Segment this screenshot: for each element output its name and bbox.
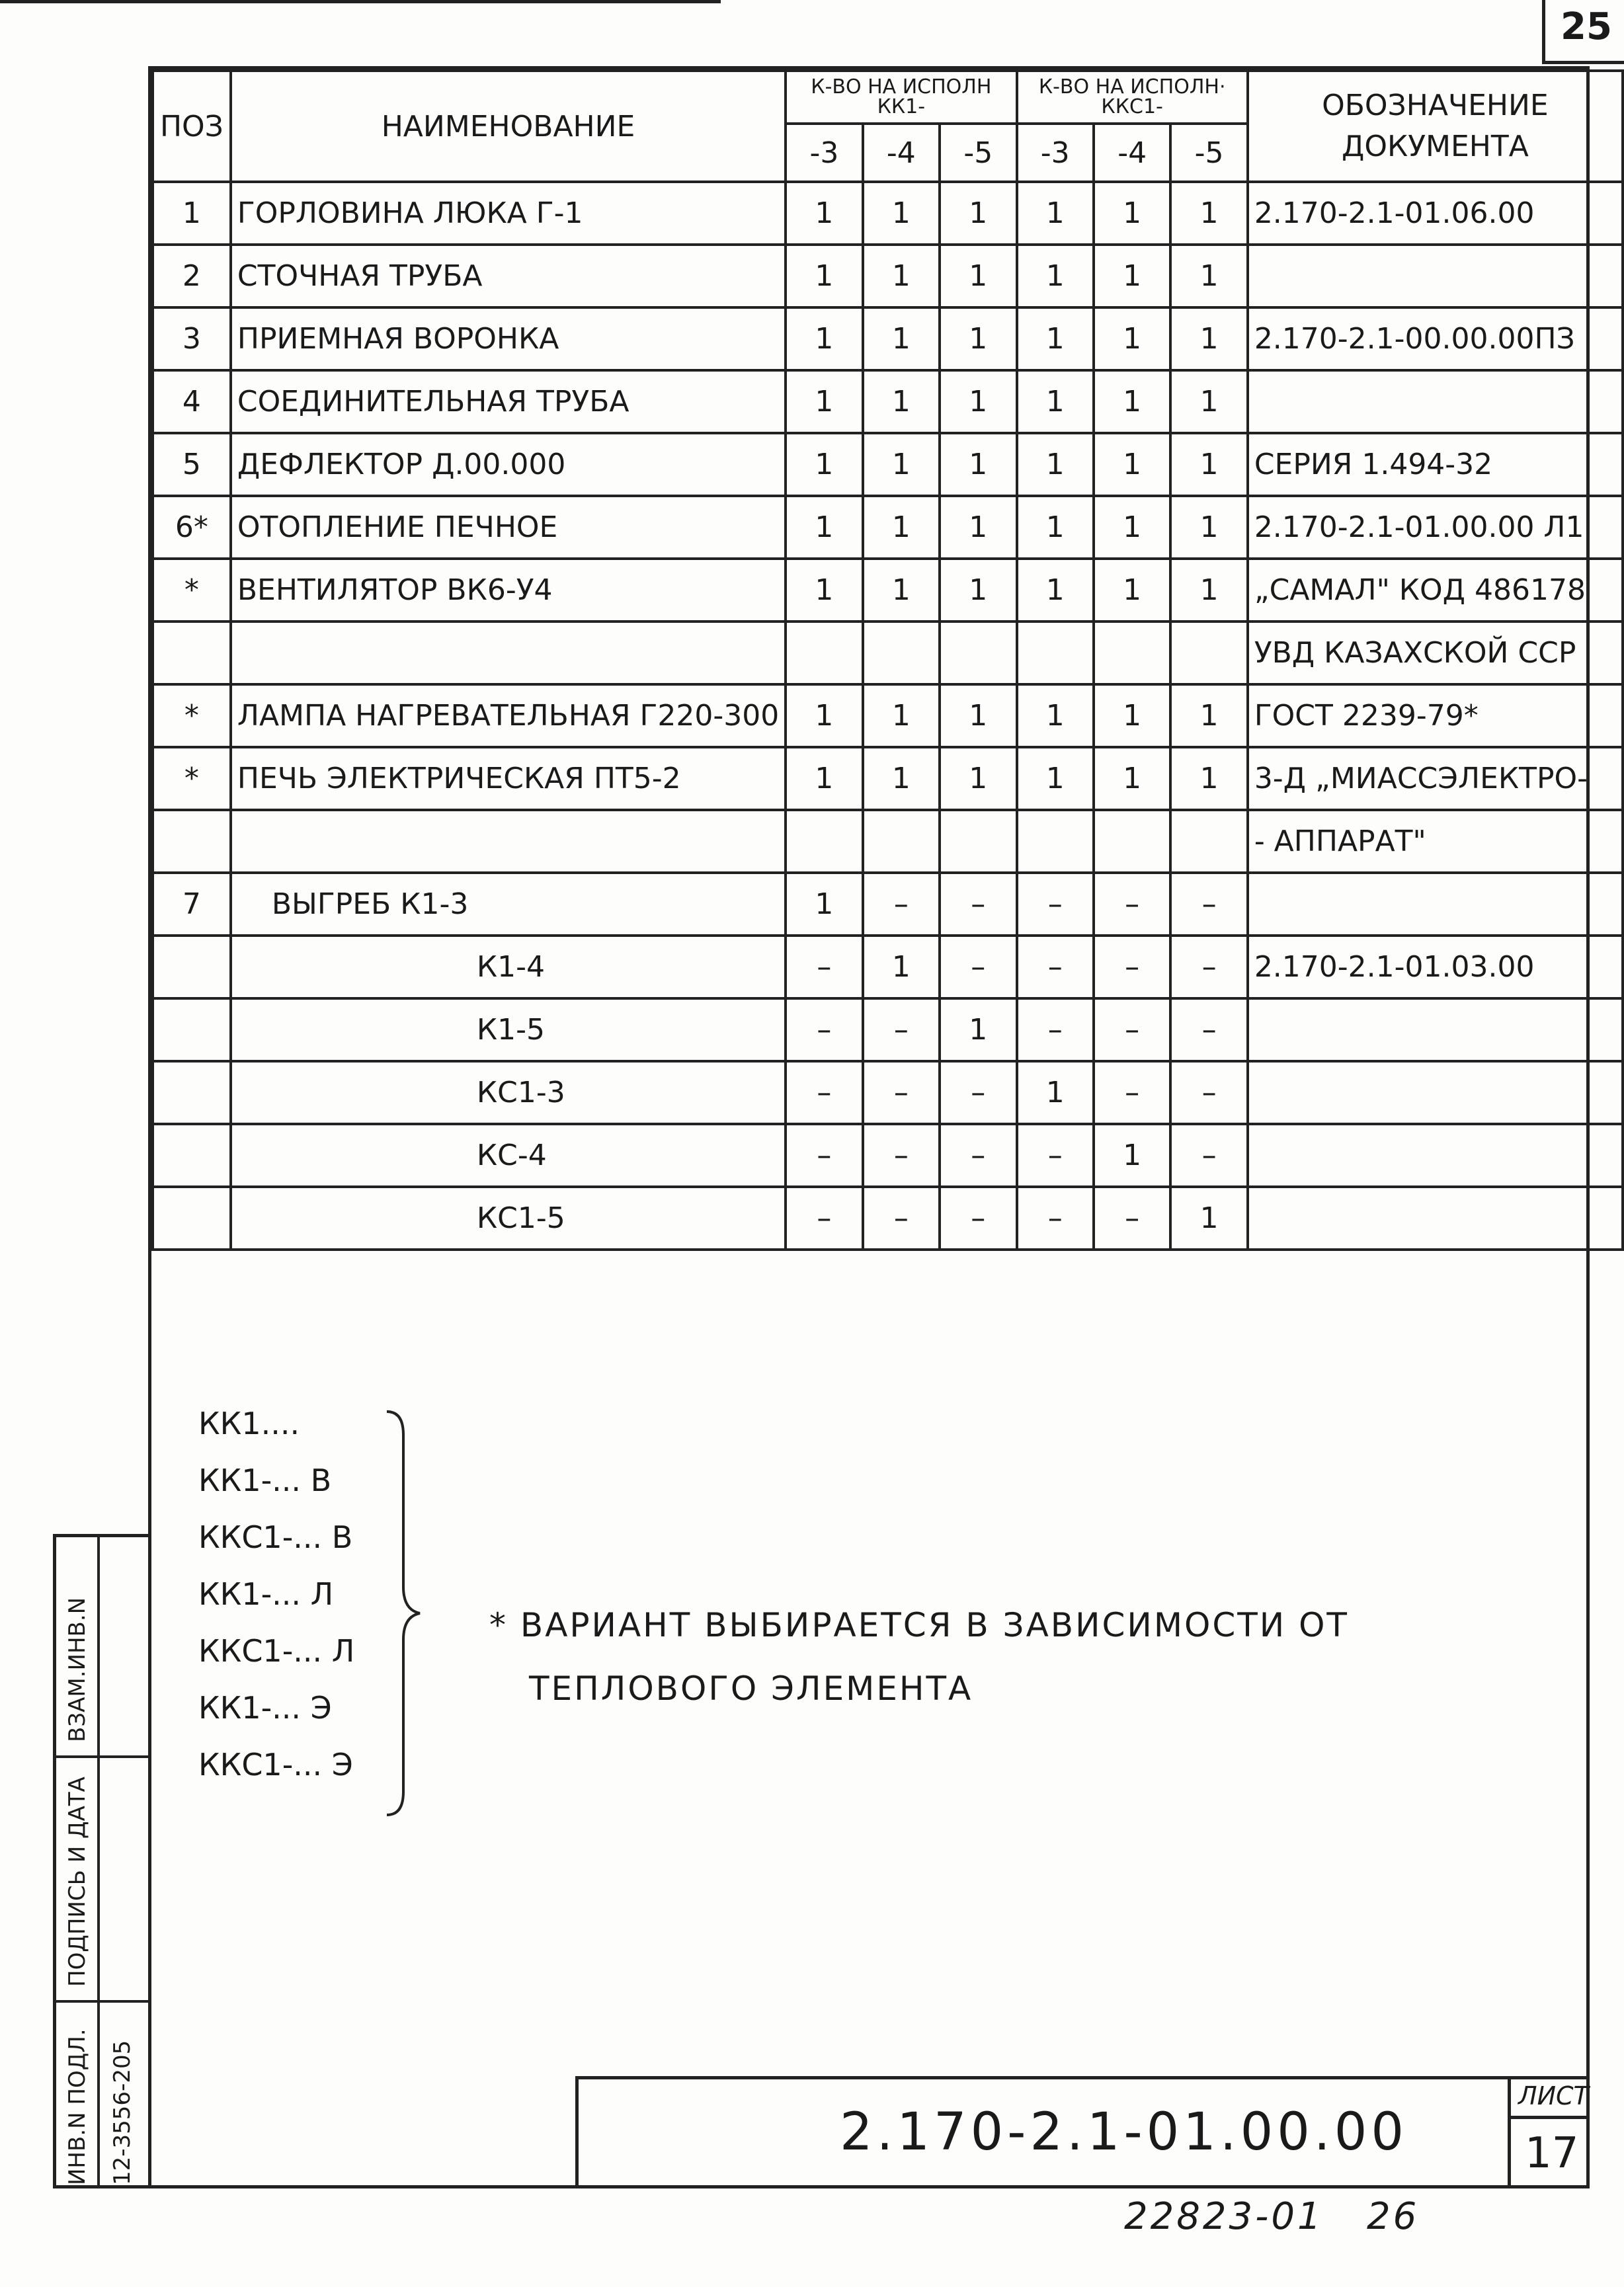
cell-quantity: 1	[940, 245, 1016, 307]
cell-document	[1248, 1187, 1623, 1250]
cell-quantity: –	[940, 1187, 1016, 1250]
cell-name: КС1-3	[231, 1061, 786, 1124]
cell-quantity: 1	[786, 559, 862, 622]
cell-quantity: –	[786, 998, 862, 1061]
cell-quantity	[786, 622, 862, 684]
cell-quantity: 1	[940, 998, 1016, 1061]
approval-stamp-strip	[53, 1534, 148, 2188]
cell-quantity: –	[863, 873, 940, 936]
cell-quantity: 1	[940, 684, 1016, 747]
cell-quantity	[1017, 810, 1094, 873]
table-row	[153, 622, 1623, 684]
cell-pos: 2	[153, 245, 231, 307]
table-row	[153, 684, 1623, 747]
cell-document: ГОСТ 2239-79*	[1248, 684, 1623, 747]
cell-quantity: 1	[786, 307, 862, 370]
cell-document: 2.170-2.1-01.03.00	[1248, 936, 1623, 998]
cell-pos: 3	[153, 307, 231, 370]
cell-document: СЕРИЯ 1.494-32	[1248, 433, 1623, 496]
table-row	[153, 307, 1623, 370]
corner-border	[1542, 61, 1624, 64]
table-row	[153, 747, 1623, 810]
cell-quantity: 1	[1094, 182, 1170, 245]
cell-document: - АППАРАТ"	[1248, 810, 1623, 873]
cell-document: „САМАЛ" КОД 486178	[1248, 559, 1623, 622]
cell-quantity: –	[1094, 873, 1170, 936]
variant-item: КК1-... Э	[198, 1690, 332, 1726]
cell-name: К1-5	[231, 998, 786, 1061]
cell-pos	[153, 622, 231, 684]
cell-document: УВД КАЗАХСКОЙ ССР	[1248, 622, 1623, 684]
cell-quantity: 1	[1017, 747, 1094, 810]
cell-document	[1248, 873, 1623, 936]
cell-name	[231, 622, 786, 684]
cell-quantity: –	[786, 1124, 862, 1187]
cell-quantity	[940, 622, 1016, 684]
cell-pos: 4	[153, 370, 231, 433]
table-row	[153, 433, 1623, 496]
table-row	[153, 370, 1623, 433]
cell-quantity: 1	[940, 370, 1016, 433]
cell-quantity: –	[1017, 1124, 1094, 1187]
cell-name: ПРИЕМНАЯ ВОРОНКА	[231, 307, 786, 370]
variant-item: ККС1-... В	[198, 1519, 353, 1555]
stamp-vzam-label: ВЗАМ.ИНВ.N	[64, 1597, 91, 1742]
variant-item: КК1-... Л	[198, 1576, 334, 1612]
cell-quantity: 1	[786, 245, 862, 307]
table-row	[153, 496, 1623, 559]
specification-table	[151, 69, 1624, 1251]
top-edge-line	[0, 0, 721, 3]
cell-quantity: 1	[1017, 496, 1094, 559]
cell-document: 2.170-2.1-01.06.00	[1248, 182, 1623, 245]
header-sub: -5	[1170, 124, 1247, 182]
cell-quantity: 1	[1094, 747, 1170, 810]
cell-quantity: 1	[863, 370, 940, 433]
header-doc: ОБОЗНАЧЕНИЕ ДОКУМЕНТА	[1248, 71, 1623, 182]
cell-quantity: –	[786, 936, 862, 998]
cell-quantity: 1	[940, 747, 1016, 810]
header-pos: ПОЗ	[153, 71, 231, 182]
cell-quantity: 1	[863, 182, 940, 245]
cell-document: 2.170-2.1-00.00.00ПЗ	[1248, 307, 1623, 370]
document-code: 2.170-2.1-01.00.00	[840, 2103, 1408, 2162]
cell-quantity: 1	[1094, 684, 1170, 747]
cell-document	[1248, 998, 1623, 1061]
cell-quantity: 1	[1094, 370, 1170, 433]
variant-item: КК1....	[198, 1406, 300, 1441]
cell-quantity: 1	[1017, 370, 1094, 433]
cell-quantity: 1	[786, 747, 862, 810]
cell-quantity: –	[1170, 998, 1247, 1061]
cell-quantity: 1	[863, 307, 940, 370]
cell-quantity: 1	[863, 684, 940, 747]
cell-quantity: –	[1170, 936, 1247, 998]
cell-quantity: –	[863, 1124, 940, 1187]
cell-document	[1248, 370, 1623, 433]
cell-name: ВЫГРЕБ К1-3	[231, 873, 786, 936]
cell-quantity: –	[786, 1187, 862, 1250]
cell-pos: 5	[153, 433, 231, 496]
cell-quantity: 1	[1170, 496, 1247, 559]
cell-quantity: 1	[786, 182, 862, 245]
cell-quantity: 1	[1094, 433, 1170, 496]
cell-quantity: 1	[940, 307, 1016, 370]
cell-quantity: 1	[863, 559, 940, 622]
header-sub: -5	[940, 124, 1016, 182]
sheet-label: ЛИСТ	[1518, 2081, 1589, 2110]
variant-list	[198, 1395, 354, 1793]
header-sub: -3	[1017, 124, 1094, 182]
stamp-divider	[56, 2000, 148, 2003]
cell-quantity: –	[1170, 1061, 1247, 1124]
cell-name: ЛАМПА НАГРЕВАТЕЛЬНАЯ Г220-300	[231, 684, 786, 747]
sheet-box-divider	[1511, 2116, 1590, 2119]
cell-quantity: 1	[786, 433, 862, 496]
cell-quantity: 1	[1170, 182, 1247, 245]
cell-quantity: –	[1017, 873, 1094, 936]
cell-quantity	[1094, 622, 1170, 684]
cell-quantity: 1	[1094, 496, 1170, 559]
cell-name: ВЕНТИЛЯТОР ВК6-У4	[231, 559, 786, 622]
cell-quantity: –	[940, 1061, 1016, 1124]
cell-quantity: 1	[1017, 1061, 1094, 1124]
footnote-line: ТЕПЛОВОГО ЭЛЕМЕНТА	[529, 1669, 973, 1708]
page-number: 25	[1561, 5, 1612, 48]
cell-quantity: 1	[863, 496, 940, 559]
header-name: НАИМЕНОВАНИЕ	[231, 71, 786, 182]
cell-quantity: 1	[863, 747, 940, 810]
header-group-kk: К-ВО НА ИСПОЛН КК1-	[786, 71, 1016, 124]
footnote	[489, 1593, 1349, 1720]
cell-name: КС-4	[231, 1124, 786, 1187]
cell-document: 2.170-2.1-01.00.00 Л1	[1248, 496, 1623, 559]
table-row	[153, 873, 1623, 936]
cell-quantity: 1	[1170, 370, 1247, 433]
cell-name: К1-4	[231, 936, 786, 998]
header-group-kkc: К-ВО НА ИСПОЛН· ККС1-	[1017, 71, 1248, 124]
cell-quantity: 1	[1094, 559, 1170, 622]
stamp-signature-label: ПОДПИСЬ И ДАТА	[64, 1777, 91, 1987]
table-row	[153, 1061, 1623, 1124]
cell-pos: *	[153, 684, 231, 747]
cell-quantity: –	[786, 1061, 862, 1124]
cell-quantity: –	[863, 998, 940, 1061]
cell-pos	[153, 810, 231, 873]
cell-quantity	[863, 810, 940, 873]
cell-name: ГОРЛОВИНА ЛЮКА Г-1	[231, 182, 786, 245]
archive-number: 22823-01 26	[1124, 2195, 1420, 2238]
cell-quantity: 1	[940, 433, 1016, 496]
cell-quantity: –	[1094, 1061, 1170, 1124]
cell-quantity: –	[1017, 936, 1094, 998]
cell-quantity: –	[940, 936, 1016, 998]
cell-quantity: 1	[1017, 433, 1094, 496]
cell-quantity: 1	[1094, 1124, 1170, 1187]
cell-document	[1248, 1124, 1623, 1187]
cell-pos	[153, 1124, 231, 1187]
cell-quantity: 1	[1170, 559, 1247, 622]
table-row	[153, 1187, 1623, 1250]
cell-quantity: 1	[1094, 245, 1170, 307]
stamp-inv-number: 12-3556-205	[109, 2040, 136, 2185]
header-sub: -3	[786, 124, 862, 182]
cell-document: 3-Д „МИАССЭЛЕКТРО-	[1248, 747, 1623, 810]
cell-name: ПЕЧЬ ЭЛЕКТРИЧЕСКАЯ ПТ5-2	[231, 747, 786, 810]
table-row	[153, 245, 1623, 307]
cell-pos: 7	[153, 873, 231, 936]
cell-pos: 1	[153, 182, 231, 245]
cell-quantity: 1	[863, 245, 940, 307]
cell-quantity: –	[863, 1061, 940, 1124]
cell-quantity: 1	[940, 559, 1016, 622]
cell-pos	[153, 1187, 231, 1250]
cell-quantity: 1	[1017, 182, 1094, 245]
variant-item: ККС1-... Л	[198, 1633, 355, 1669]
cell-quantity: 1	[1017, 307, 1094, 370]
cell-name: ДЕФЛЕКТОР Д.00.000	[231, 433, 786, 496]
cell-quantity: –	[1017, 1187, 1094, 1250]
header-sub: -4	[1094, 124, 1170, 182]
cell-pos	[153, 1061, 231, 1124]
cell-pos	[153, 998, 231, 1061]
cell-quantity: –	[940, 873, 1016, 936]
cell-quantity: 1	[1170, 307, 1247, 370]
cell-quantity: –	[1094, 998, 1170, 1061]
table-row	[153, 1124, 1623, 1187]
stamp-divider	[56, 1755, 148, 1758]
cell-quantity: 1	[1170, 747, 1247, 810]
cell-quantity: –	[1017, 998, 1094, 1061]
cell-pos	[153, 936, 231, 998]
cell-quantity: –	[863, 1187, 940, 1250]
header-sub: -4	[863, 124, 940, 182]
cell-name	[231, 810, 786, 873]
table-row	[153, 998, 1623, 1061]
table-row	[153, 810, 1623, 873]
cell-pos: *	[153, 747, 231, 810]
table-row	[153, 182, 1623, 245]
cell-quantity: 1	[1170, 245, 1247, 307]
table-row	[153, 936, 1623, 998]
cell-quantity	[863, 622, 940, 684]
cell-quantity: 1	[786, 496, 862, 559]
cell-quantity: 1	[1170, 1187, 1247, 1250]
cell-quantity: 1	[1170, 433, 1247, 496]
sheet-number: 17	[1525, 2129, 1579, 2178]
cell-quantity	[1017, 622, 1094, 684]
brace-icon	[384, 1408, 423, 1818]
cell-quantity: 1	[786, 370, 862, 433]
cell-quantity	[1170, 810, 1247, 873]
cell-name: СОЕДИНИТЕЛЬНАЯ ТРУБА	[231, 370, 786, 433]
corner-border	[1542, 0, 1545, 61]
cell-quantity: 1	[863, 433, 940, 496]
cell-name: СТОЧНАЯ ТРУБА	[231, 245, 786, 307]
cell-quantity	[940, 810, 1016, 873]
cell-quantity: 1	[940, 496, 1016, 559]
cell-quantity: 1	[940, 182, 1016, 245]
cell-quantity: 1	[786, 684, 862, 747]
cell-quantity: –	[1094, 936, 1170, 998]
cell-quantity: –	[1170, 873, 1247, 936]
variant-item: ККС1-... Э	[198, 1747, 353, 1783]
footnote-line: * ВАРИАНТ ВЫБИРАЕТСЯ В ЗАВИСИМОСТИ ОТ	[489, 1606, 1349, 1644]
cell-quantity: 1	[1170, 684, 1247, 747]
cell-quantity: –	[1094, 1187, 1170, 1250]
cell-quantity: 1	[1017, 559, 1094, 622]
cell-name: КС1-5	[231, 1187, 786, 1250]
cell-quantity: –	[1170, 1124, 1247, 1187]
cell-quantity: –	[940, 1124, 1016, 1187]
cell-quantity: 1	[786, 873, 862, 936]
variant-item: КК1-... В	[198, 1463, 332, 1498]
cell-quantity	[1170, 622, 1247, 684]
cell-pos: *	[153, 559, 231, 622]
cell-document	[1248, 1061, 1623, 1124]
cell-quantity	[1094, 810, 1170, 873]
stamp-inv-label: ИНВ.N ПОДЛ.	[64, 2028, 91, 2185]
cell-quantity	[786, 810, 862, 873]
cell-name: ОТОПЛЕНИЕ ПЕЧНОЕ	[231, 496, 786, 559]
cell-quantity: 1	[863, 936, 940, 998]
cell-document	[1248, 245, 1623, 307]
cell-quantity: 1	[1017, 245, 1094, 307]
table-row	[153, 559, 1623, 622]
cell-quantity: 1	[1017, 684, 1094, 747]
cell-quantity: 1	[1094, 307, 1170, 370]
cell-pos: 6*	[153, 496, 231, 559]
